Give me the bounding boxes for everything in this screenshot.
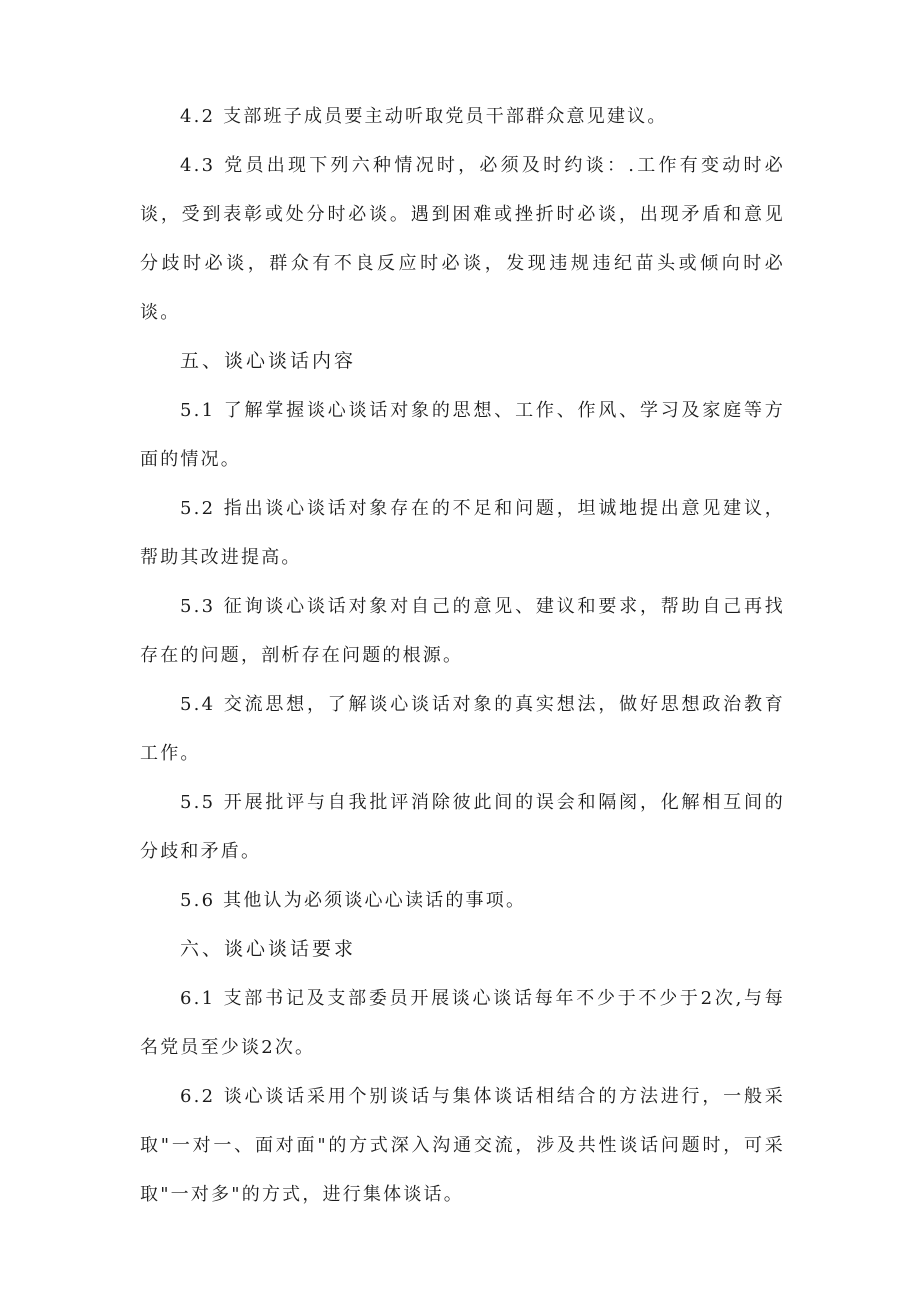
paragraph-5-4: 5.4 交流思想，了解谈心谈话对象的真实想法，做好思想政治教育工作。	[140, 694, 785, 764]
paragraph-4-2: 4.2 支部班子成员要主动听取党员干部群众意见建议。	[180, 106, 668, 127]
paragraph-6-2: 6.2 谈心谈话采用个别谈话与集体谈话相结合的方法进行，一般采取"一对一、面对面"的方式深入沟通交流，涉及共性谈话问题时，可采取"一对多"的方式，进行集体谈话。	[140, 1086, 785, 1205]
paragraph-5-2: 5.2 指出谈心谈话对象存在的不足和问题，坦诚地提出意见建议，帮助其改进提高。	[140, 498, 785, 568]
paragraph-5-6: 5.6 其他认为必须谈心心读话的事项。	[180, 890, 527, 911]
paragraph-4-3: 4.3 党员出现下列六种情况时，必须及时约谈：.工作有变动时必谈，受到表彰或处分时必谈。遇到困难或挫折时必谈，出现矛盾和意见分歧时必谈，群众有不良反应时必谈，发现违规违纪苗头或倾向时必谈。	[140, 155, 785, 323]
paragraph-5-3: 5.3 征询谈心谈话对象对自己的意见、建议和要求，帮助自己再找存在的问题，剖析存在问题的根源。	[140, 596, 785, 666]
paragraph-6-1: 6.1 支部书记及支部委员开展谈心谈话每年不少于不少于2次,与每名党员至少谈2次。	[140, 988, 785, 1058]
paragraph-5-5: 5.5 开展批评与自我批评消除彼此间的误会和隔阂，化解相互间的分歧和矛盾。	[140, 792, 785, 862]
section-heading-5: 五、谈心谈话内容	[180, 350, 357, 372]
paragraph-5-1: 5.1 了解掌握谈心谈话对象的思想、工作、作风、学习及家庭等方面的情况。	[140, 400, 785, 470]
section-heading-6: 六、谈心谈话要求	[180, 938, 357, 960]
document-body	[140, 92, 785, 1219]
